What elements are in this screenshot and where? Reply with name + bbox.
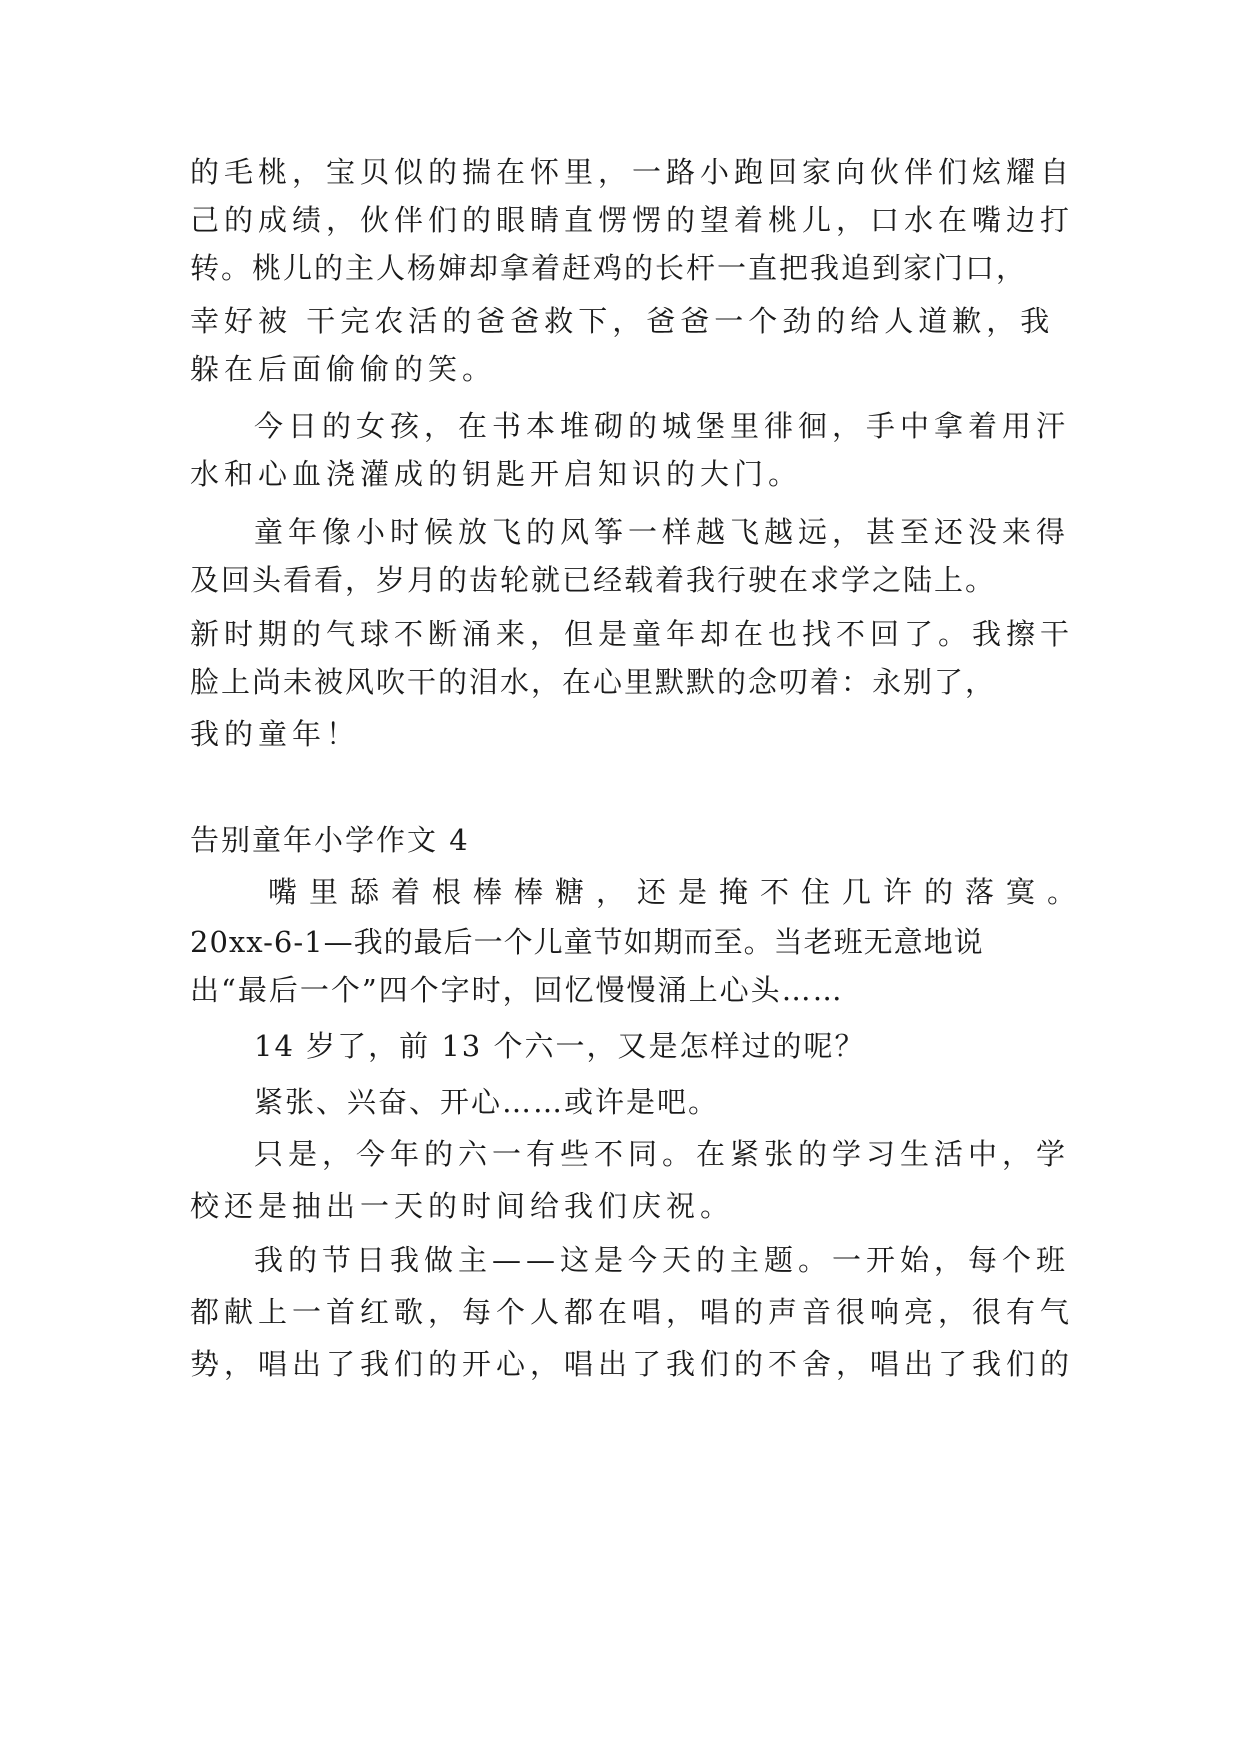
text-line: 出“最后一个”四个字时，回忆慢慢涌上心头…… [190, 973, 844, 1007]
text-line: 势，唱出了我们的开心，唱出了我们的不舍，唱出了我们的 [190, 1347, 1075, 1381]
text-line: 新时期的气球不断涌来，但是童年却在也找不回了。我擦干 [190, 617, 1075, 651]
text-line: 嘴里舔着根棒棒糖，还是掩不住几许的落寞。 [268, 875, 1089, 909]
text-line: 的毛桃，宝贝似的揣在怀里，一路小跑回家向伙伴们炫耀自 [190, 155, 1075, 189]
text-line: 水和心血浇灌成的钥匙开启知识的大门。 [190, 457, 803, 491]
text-line: 我的童年！ [190, 717, 361, 751]
text-line: 躲在后面偷偷的笑。 [190, 352, 497, 386]
text-line: 校还是抽出一天的时间给我们庆祝。 [190, 1189, 735, 1223]
text-line: 童年像小时候放飞的风筝一样越飞越远，甚至还没来得 [254, 515, 1071, 549]
text-line: 及回头看看，岁月的齿轮就已经载着我行驶在求学之陆上。 [190, 563, 997, 597]
text-line: 20xx-6-1—我的最后一个儿童节如期而至。当老班无意地说 [190, 925, 984, 959]
text-line: 我的节日我做主——这是今天的主题。一开始，每个班 [254, 1243, 1071, 1277]
text-line: 紧张、兴奋、开心……或许是吧。 [254, 1085, 720, 1119]
text-line: 转。桃儿的主人杨婶却拿着赶鸡的长杆一直把我追到家门口， [190, 251, 1028, 285]
text-line: 己的成绩，伙伴们的眼睛直愣愣的望着桃儿，口水在嘴边打 [190, 203, 1075, 237]
text-line: 脸上尚未被风吹干的泪水，在心里默默的念叨着：永别了， [190, 665, 997, 699]
text-line: 今日的女孩，在书本堆砌的城堡里徘徊，手中拿着用汗 [254, 409, 1071, 443]
text-line: 都献上一首红歌，每个人都在唱，唱的声音很响亮，很有气 [190, 1295, 1075, 1329]
text-line: 14 岁了，前 13 个六一，又是怎样过的呢？ [254, 1029, 866, 1063]
text-line: 只是，今年的六一有些不同。在紧张的学习生活中，学 [254, 1137, 1071, 1171]
section-heading: 告别童年小学作文 4 [190, 823, 470, 857]
text-line: 幸好被 干完农活的爸爸救下，爸爸一个劲的给人道歉，我 [190, 304, 1055, 338]
